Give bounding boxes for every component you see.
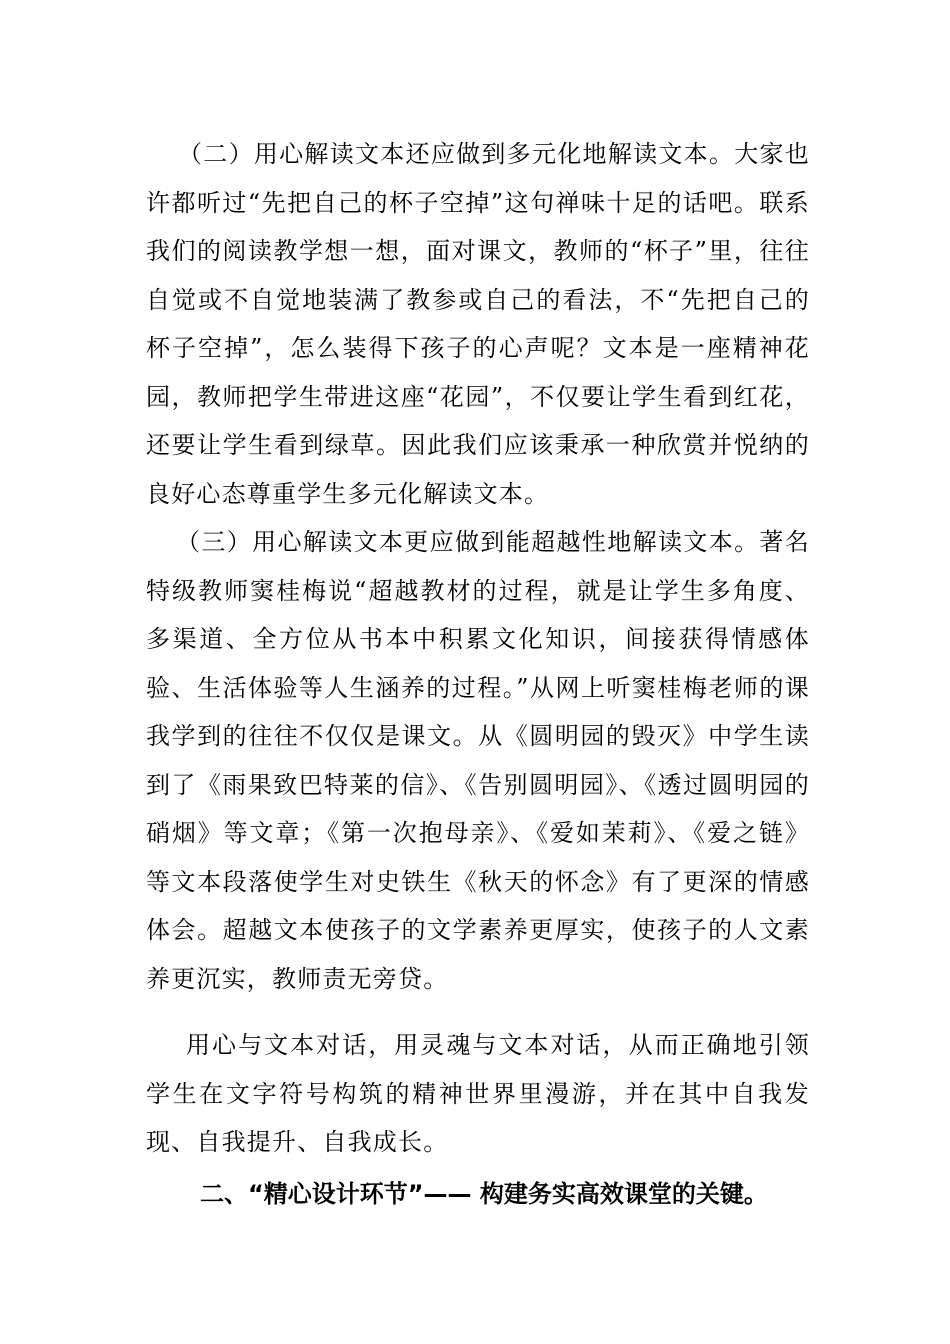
paragraph-transcend-reading: （三）用心解读文本更应做到能超越性地解读文本。著名特级教师窦桂梅说“超越教材的过程，就是让学生多角度、多渠道、全方位从书本中积累文化知识，间接获得情感体验、生活体验等人生涵养的过程。”从网上听窦桂梅老师的课我学到的往往不仅仅是课文。从《圆明园的毁灭》中学生读到了《雨果致巴特莱的信》、《告别圆明园》、《透过圆明园的硝烟》等文章；《第一次抱母亲》、《爱如茉莉》、《爱之链》等文本段落使学生对史铁生《秋天的怀念》有了更深的情感体会。超越文本使孩子的文学素养更厚实，使孩子的人文素养更沉实，教师责无旁贷。	[146, 528, 810, 993]
paragraph-multi-reading: （二）用心解读文本还应做到多元化地解读文本。大家也许都听过“先把自己的杯子空掉”这句禅味十足的话吧。联系我们的阅读教学想一想，面对课文，教师的“杯子”里，往往自觉或不自觉地装满了教参或自己的看法，不“先把自己的杯子空掉”，怎么装得下孩子的心声呢？文本是一座精神花园，教师把学生带进这座“花园”，不仅要让学生看到红花，还要让学生看到绿草。因此我们应该秉承一种欣赏并悦纳的良好心态尊重学生多元化解读文本。	[146, 140, 810, 508]
paragraph-dialogue-summary: 用心与文本对话，用灵魂与文本对话，从而正确地引领学生在文字符号构筑的精神世界里漫游，并在其中自我发现、自我提升、自我成长。	[146, 1031, 810, 1156]
section-heading: 二、“精心设计环节”—— 构建务实高效课堂的关键。	[200, 1180, 768, 1208]
